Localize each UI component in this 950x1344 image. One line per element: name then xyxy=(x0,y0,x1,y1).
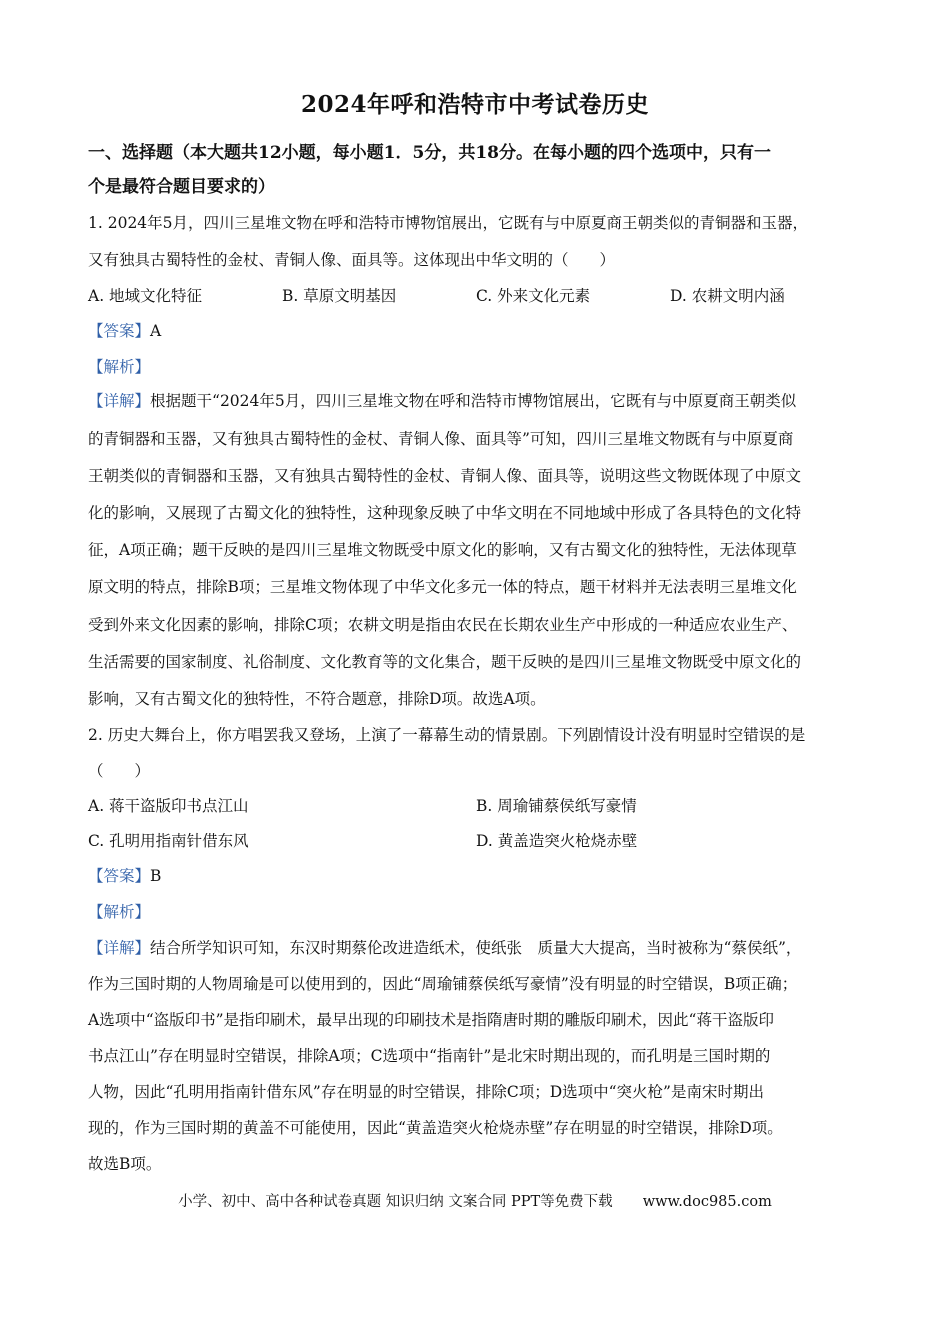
q2-detail-line-7: 故选B项。 xyxy=(88,1155,162,1173)
q1-detail-line-9: 影响，又有古蜀文化的独特性，不符合题意，排除D项。故选A项。 xyxy=(88,690,546,708)
section-heading-line-2: 个是最符合题目要求的） xyxy=(88,177,275,197)
answer-tag: 【答案】 xyxy=(88,322,151,340)
q1-option-d: D. 农耕文明内涵 xyxy=(670,287,785,305)
detail-tag: 【详解】 xyxy=(88,939,151,957)
analysis-tag: 【解析】 xyxy=(88,903,151,921)
q2-stem-line-2: （ ） xyxy=(88,762,151,780)
answer-value: A xyxy=(150,322,162,340)
q2-option-d: D. 黄盖造突火枪烧赤壁 xyxy=(476,832,638,850)
q1-detail-line-5: 征，A项正确；题干反映的是四川三星堆文物既受中原文化的影响，又有古蜀文化的独特性，无法体现草 xyxy=(88,541,797,559)
q1-option-b: B. 草原文明基因 xyxy=(282,287,397,305)
q1-stem-line-2: 又有独具古蜀特性的金杖、青铜人像、面具等。这体现出中华文明的（ ） xyxy=(88,251,616,269)
q2-detail-line-1 xyxy=(88,937,801,959)
q1-detail-line-1 xyxy=(88,390,796,412)
q1-option-c: C. 外来文化元素 xyxy=(476,287,591,305)
q1-answer xyxy=(88,320,161,342)
page-footer xyxy=(0,1190,950,1211)
q1-detail-line-4: 化的影响，又展现了古蜀文化的独特性，这种现象反映了中华文明在不同地域中形成了各具特色的文化特 xyxy=(88,504,802,522)
footer-text: 小学、初中、高中各种试卷真题 知识归纳 文案合同 PPT等免费下载 xyxy=(178,1194,613,1210)
section-heading-line-1: 一、选择题（本大题共12小题，每小题1．5分，共18分。在每小题的四个选项中，只有一 xyxy=(88,143,771,163)
q2-detail-line-2: 作为三国时期的人物周瑜是可以使用到的，因此“周瑜铺蔡侯纸写豪情”没有明显的时空错误，B项正确； xyxy=(88,975,798,993)
q2-answer xyxy=(88,865,161,887)
q1-detail-line-7: 受到外来文化因素的影响，排除C项；农耕文明是指由农民在长期农业生产中形成的一种适应农业生产、 xyxy=(88,616,798,634)
q2-option-c: C. 孔明用指南针借东风 xyxy=(88,832,249,850)
q2-stem-line-1: 2. 历史大舞台上，你方唱罢我又登场，上演了一幕幕生动的情景剧。下列剧情设计没有明显时空错误的是 xyxy=(88,726,806,744)
q1-detail-line-3: 王朝类似的青铜器和玉器，又有独具古蜀特性的金杖、青铜人像、面具等，说明这些文物既体现了中原文 xyxy=(88,467,802,485)
q1-detail-line-6: 原文明的特点，排除B项；三星堆文物体现了中华文化多元一体的特点，题干材料并无法表明三星堆文化 xyxy=(88,578,797,596)
answer-tag: 【答案】 xyxy=(88,867,151,885)
q1-detail-line-2: 的青铜器和玉器，又有独具古蜀特性的金杖、青铜人像、面具等”可知，四川三星堆文物既有与中原夏商 xyxy=(88,430,794,448)
q2-detail-line-4: 书点江山”存在明显时空错误，排除A项；C选项中“指南针”是北宋时期出现的，而孔明是三国时期的 xyxy=(88,1047,771,1065)
detail-text: 结合所学知识可知，东汉时期蔡伦改进造纸术，使纸张 质量大大提高，当时被称为“蔡侯纸”， xyxy=(150,939,802,957)
q1-detail-line-8: 生活需要的国家制度、礼俗制度、文化教育等的文化集合，题干反映的是四川三星堆文物既受中原文化的 xyxy=(88,653,802,671)
q2-option-b: B. 周瑜铺蔡侯纸写豪情 xyxy=(476,797,637,815)
answer-value: B xyxy=(150,867,162,885)
analysis-tag: 【解析】 xyxy=(88,358,151,376)
q2-analysis-heading xyxy=(88,901,150,923)
q1-option-a: A. 地域文化特征 xyxy=(88,287,203,305)
q2-option-a: A. 蒋干盗版印书点江山 xyxy=(88,797,249,815)
footer-link[interactable]: www.doc985.com xyxy=(642,1194,772,1210)
q1-stem-line-1: 1. 2024年5月，四川三星堆文物在呼和浩特市博物馆展出，它既有与中原夏商王朝类似的青铜器和玉器， xyxy=(88,214,809,232)
detail-text: 根据题干“2024年5月，四川三星堆文物在呼和浩特市博物馆展出，它既有与中原夏商王朝类似 xyxy=(150,392,797,410)
page-title: 2024年呼和浩特市中考试卷历史 xyxy=(300,91,649,118)
q1-analysis-heading xyxy=(88,356,150,378)
q2-detail-line-6: 现的，作为三国时期的黄盖不可能使用，因此“黄盖造突火枪烧赤壁”存在明显的时空错误，排除D项。 xyxy=(88,1119,783,1137)
q2-detail-line-5: 人物，因此“孔明用指南针借东风”存在明显的时空错误，排除C项；D选项中“突火枪”是南宋时期出 xyxy=(88,1083,764,1101)
detail-tag: 【详解】 xyxy=(88,392,151,410)
q2-detail-line-3: A选项中“盗版印书”是指印刷术，最早出现的印刷技术是指隋唐时期的雕版印刷术，因此“蒋干盗版印 xyxy=(88,1011,774,1029)
